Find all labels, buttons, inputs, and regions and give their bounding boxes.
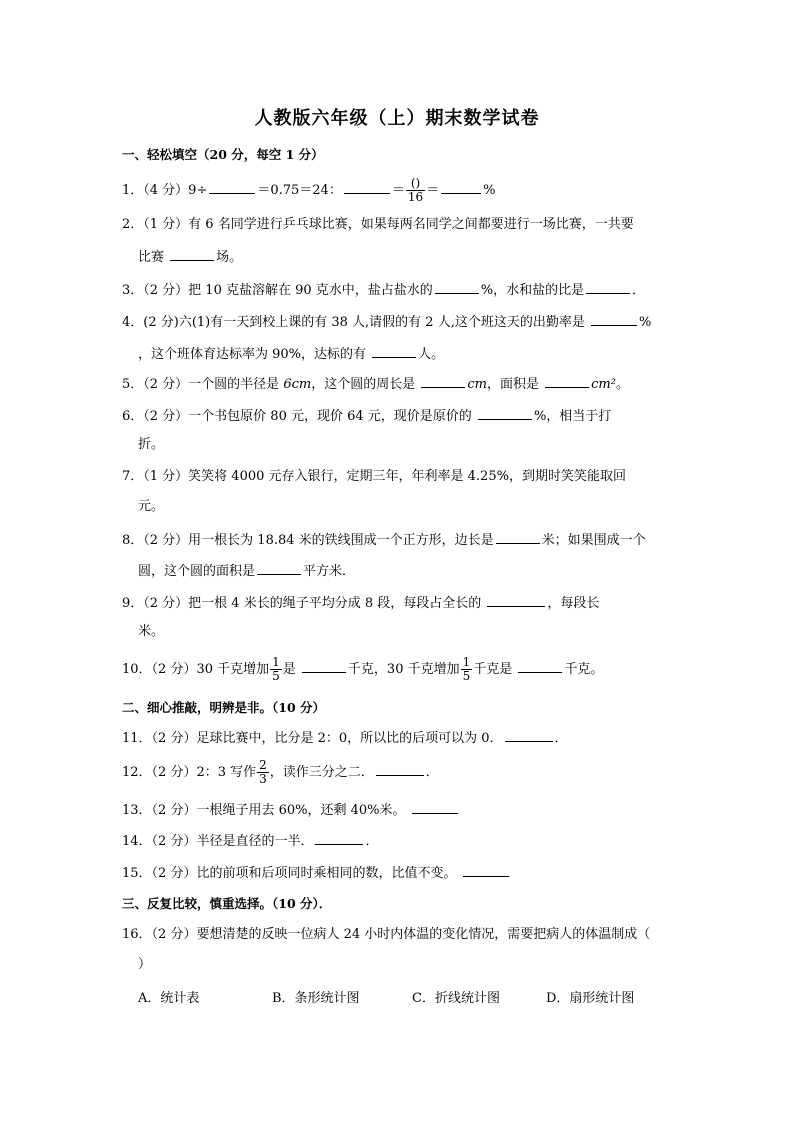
q8-line1-prefix: 8．（2 分）用一根长为 18.84 米的铁线围成一个正方形，边长是 — [122, 533, 494, 548]
q1-blank-2 — [344, 179, 390, 194]
q5-unit-1: cm — [467, 377, 487, 392]
q2-blank — [170, 246, 214, 261]
q3-blank-2 — [586, 279, 630, 294]
q9-line1-prefix: 9．（2 分）把一根 4 米长的绳子平均分成 8 段，每段占全长的 — [122, 596, 482, 611]
q11-suffix: ． — [554, 731, 568, 746]
q1-prefix: 1．（4 分）9÷ — [122, 183, 208, 198]
page-title: 人教版六年级（上）期末数学试卷 — [254, 108, 540, 129]
q12-frac-denominator: 3 — [259, 772, 267, 786]
q16-option-b: B．条形统计图 — [272, 991, 360, 1006]
question-11 — [122, 727, 682, 749]
q12-fraction — [257, 759, 269, 786]
q12-suffix: ． — [425, 765, 439, 780]
q14-text: 14．（2 分）半径是直径的一半． — [122, 834, 314, 849]
q16-option-a: A．统计表 — [138, 991, 200, 1006]
q5-suffix: 。 — [615, 377, 629, 392]
q1-blank-3 — [441, 179, 481, 194]
q10-blank-2 — [518, 658, 562, 673]
q5-blank-1 — [421, 373, 465, 388]
question-10 — [122, 656, 682, 683]
question-8-line-2 — [138, 560, 698, 582]
q4-blank-2 — [372, 343, 416, 358]
q10-fraction-1 — [270, 656, 282, 683]
q8-line2-prefix: 圆，这个圆的面积是 — [138, 564, 256, 579]
q10-blank-1 — [302, 658, 346, 673]
q15-blank — [463, 862, 509, 877]
q10-frac2-denominator: 5 — [462, 669, 471, 683]
q11-text: 11．（2 分）足球比赛中，比分是 2：0，所以比的后项可以为 0． — [122, 731, 503, 746]
question-1 — [122, 177, 682, 204]
q1-frac-denominator: 16 — [407, 190, 424, 204]
q8-line2-suffix: 平方米． — [303, 564, 356, 579]
question-2-line-1: 2．（1 分）有 6 名同学进行乒乓球比赛，如果每两名同学之间都要进行一场比赛，一共要 — [122, 217, 634, 232]
q10-mid3: 千克是 — [473, 662, 513, 677]
q10-prefix: 10．（2 分）30 千克增加 — [122, 662, 270, 677]
question-5 — [122, 373, 682, 395]
question-9-line-2: 米。 — [138, 624, 165, 639]
question-6-line-1 — [122, 405, 682, 427]
q11-blank — [505, 727, 553, 742]
question-6-line-2: 折。 — [138, 437, 165, 452]
q6-line1-prefix: 6．（2 分）一个书包原价 80 元，现价 64 元，现价是原价的 — [122, 409, 472, 424]
q1-mid2: ＝ — [391, 183, 405, 198]
question-16-line-2: ） — [138, 957, 152, 972]
q5-prefix: 5．（2 分）一个圆的半径是 — [122, 377, 284, 392]
q3-blank-1 — [435, 279, 479, 294]
q4-blank-1 — [591, 311, 637, 326]
question-7-line-2: 元。 — [138, 499, 165, 514]
q10-frac1-numerator: 1 — [272, 655, 280, 669]
q5-mid2: ，面积是 — [486, 377, 539, 392]
q1-fraction — [406, 177, 425, 204]
question-3 — [122, 279, 682, 301]
q1-mid1: ＝0.75＝24： — [257, 183, 342, 198]
q10-fraction-2 — [461, 656, 473, 683]
q10-mid1: 是 — [282, 662, 296, 677]
q15-text: 15．（2 分）比的前项和后项同时乘相同的数，比值不变。 — [122, 866, 457, 881]
q2-line2-suffix: 场。 — [216, 250, 243, 265]
q5-unit-2: cm² — [591, 377, 616, 392]
q8-blank-1 — [496, 529, 540, 544]
q12-blank — [376, 761, 424, 776]
q5-mid1: ，这个圆的周长是 — [311, 377, 416, 392]
q14-blank — [315, 830, 363, 845]
question-4-line-1 — [122, 311, 682, 333]
q12-mid: ，读作三分之二． — [269, 765, 374, 780]
question-8-line-1 — [122, 529, 682, 551]
q10-mid2: 千克，30 千克增加 — [347, 662, 460, 677]
q1-mid3: ＝ — [426, 183, 440, 198]
q6-line1-suffix: %，相当于打 — [533, 409, 612, 424]
q9-blank — [487, 592, 545, 607]
q4-line1-prefix: 4．(2 分)六(1)有一天到校上课的有 38 人,请假的有 2 人,这个班这天的出勤率是 — [122, 315, 585, 330]
q3-mid: %，水和盐的比是 — [480, 283, 585, 298]
question-12 — [122, 759, 682, 786]
q4-line2-suffix: 人。 — [418, 347, 445, 362]
q4-line2-prefix: ，这个班体育达标率为 90%，达标的有 — [138, 347, 367, 362]
question-4-line-2 — [138, 343, 698, 365]
q10-frac2-numerator: 1 — [462, 655, 471, 669]
question-9-line-1 — [122, 592, 682, 614]
q12-prefix: 12．（2 分）2：3 写作 — [122, 765, 257, 780]
question-2-line-2 — [138, 246, 698, 268]
q10-frac1-denominator: 5 — [272, 669, 280, 683]
q1-suffix: % — [483, 183, 496, 198]
q4-line1-suffix: % — [638, 315, 652, 330]
q13-text: 13．（2 分）一根绳子用去 60%，还剩 40%米。 — [122, 803, 406, 818]
q13-blank — [412, 799, 458, 814]
section-heading-multiple-choice: 三、反复比较，慎重选择。（10 分）． — [122, 896, 332, 911]
section-heading-fill-blank: 一、轻松填空（20 分，每空 1 分） — [122, 147, 324, 162]
section-heading-true-false: 二、细心推敲，明辨是非。（10 分） — [122, 700, 325, 715]
q16-option-d: D．扇形统计图 — [546, 991, 635, 1006]
q9-line1-suffix: ，每段长 — [547, 596, 600, 611]
q3-suffix: ． — [632, 283, 646, 298]
question-16-line-1: 16．（2 分）要想清楚的反映一位病人 24 小时内体温的变化情况，需要把病人的体温制成（ — [122, 927, 651, 942]
q5-radius: 6cm — [283, 377, 312, 392]
q1-blank-1 — [209, 179, 255, 194]
q3-prefix: 3．（2 分）把 10 克盐溶解在 90 克水中，盐占盐水的 — [122, 283, 433, 298]
q16-option-c: C．折线统计图 — [412, 991, 500, 1006]
q5-blank-2 — [545, 373, 589, 388]
q12-frac-numerator: 2 — [259, 758, 267, 772]
question-7-line-1: 7．（1 分）笑笑将 4000 元存入银行，定期三年，年利率是 4.25%，到期时笑笑能取回 — [122, 469, 626, 484]
q8-blank-2 — [257, 560, 301, 575]
question-14 — [122, 830, 682, 852]
question-15 — [122, 862, 682, 884]
q6-blank — [478, 405, 532, 420]
q10-suffix: 千克。 — [564, 662, 604, 677]
question-13 — [122, 799, 682, 821]
q2-line2-prefix: 比赛 — [138, 250, 165, 265]
q8-line1-suffix: 米；如果围成一个 — [541, 533, 646, 548]
q14-suffix: ． — [365, 834, 379, 849]
q1-frac-numerator: () — [406, 177, 425, 191]
